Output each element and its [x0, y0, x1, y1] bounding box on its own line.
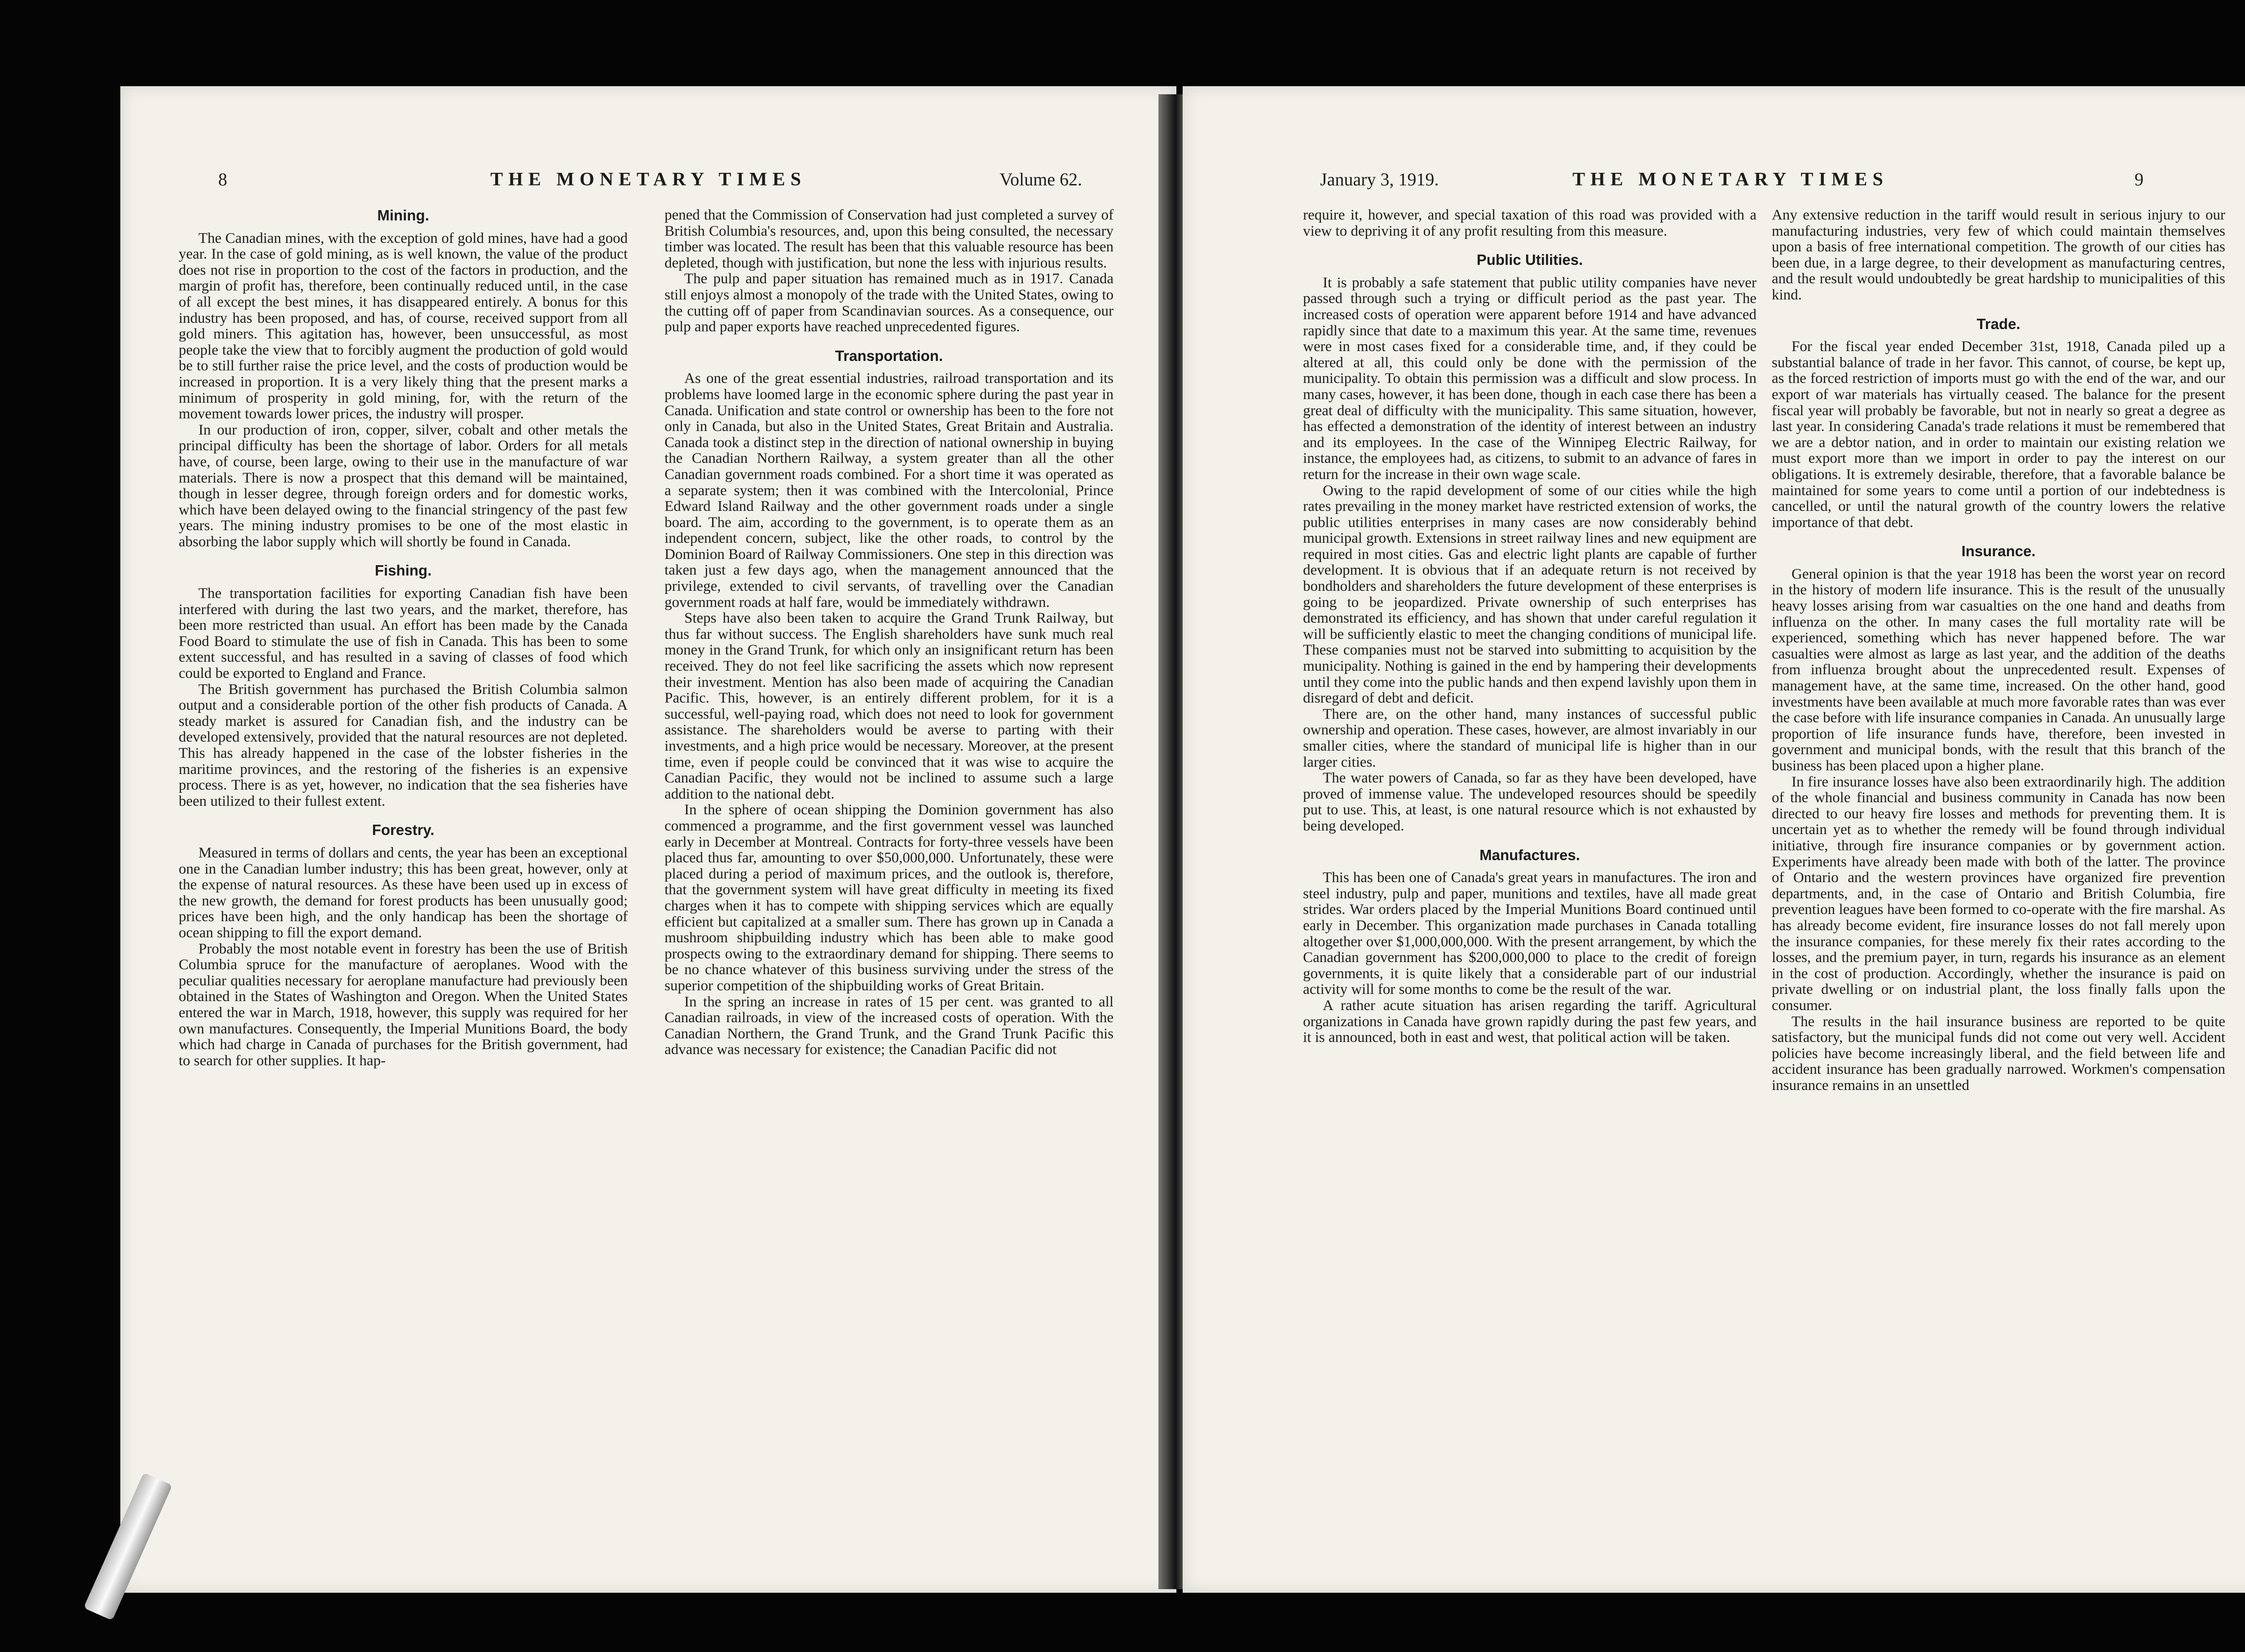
article-paragraph: Probably the most notable event in forestry has been the use of British Columbia spruce for the manufacture of aeroplanes. Wood with the peculiar qualities necessary for aeroplane manufacture had previously been obtained in the States of Washington and Oregon. When the United States entered the war in March, 1918, however, this supply was required for her own manufactures. Consequently, the Imperial Munitions Board, the body which had charge in Canada of purchases for the British government, had to search for other supplies. It hap-: [179, 940, 628, 1069]
article-paragraph: This has been one of Canada's great years in manufactures. The iron and steel industry, pulp and paper, munitions and textiles, have all made great strides. War orders placed by the Imperial Munitions Board continued until early in December. This organization made purchases in Canada totalling altogether over $1,000,000,000. With the present arrangement, by which the Canadian government has $200,000,000 to place to the credit of foreign governments, it is quite likely that a considerable part of our industrial activity will for some months to come be the result of the war.: [1303, 870, 1756, 998]
section-heading: Transportation.: [835, 347, 943, 364]
article-paragraph: Measured in terms of dollars and cents, the year has been an exceptional one in the Canadian lumber industry; this has been great, however, only at the expense of natural resources. As these have been used up in excess of the new growth, the demand for forest products has been unusually good; prices have been high, and the only handicap has been the shortage of ocean shipping to fill the export demand.: [179, 844, 628, 941]
section-heading: Trade.: [1976, 315, 2020, 332]
article-paragraph: General opinion is that the year 1918 has been the worst year on record in the history of modern life insurance. This is the result of the unusually heavy losses arising from war casualties on the one hand and deaths from influenza on the other. In many cases the full mortality rate will be experienced, something which has never happened before. The war casualties were almost as large as last year, and the addition of the deaths from influenza brought about the unprecedented result. Expenses of management have, at the same time, increased. On the other hand, good investments have been available at much more favorable rates than was ever the case before with life insurance companies in Canada. An unusually large proportion of life insurance funds have, therefore, been invested in government and municipal bonds, with the result that this branch of the business has been placed upon a higher plane.: [1772, 566, 2225, 774]
article-paragraph: require it, however, and special taxation of this road was provided with a view to depriving it of any profit resulting from this measure.: [1303, 207, 1756, 239]
page-number: 9: [2135, 169, 2144, 189]
article-paragraph: Owing to the rapid development of some of our cities while the high rates prevailing in the money market have restricted extension of works, the public utilities enterprises in many cases are now considerably behind municipal growth. Extensions in street railway lines and new equipment are required in most cities. Gas and electric light plants are capable of further development. It is obvious that if an adequate return is not received by bondholders and shareholders the future development of these enterprises is going to be jeopardized. Private ownership of such enterprises has demonstrated its efficiency, and has shown that under careful regulation it will be sufficiently elastic to meet the changing conditions of municipal life. These companies must not be starved into submitting to acquisition by the municipality. Nothing is gained in the end by hampering their developments until they come into the public hands and then expend lavishly upon them in disregard of debt and deficit.: [1303, 482, 1756, 707]
article-paragraph: In our production of iron, copper, silver, cobalt and other metals the principal difficulty has been the shortage of labor. Orders for all metals have, of course, been large, owing to their use in the manufacture of war materials. There is now a prospect that this demand will be maintained, though in lesser degree, through foreign orders and for domestic works, which have been delayed owing to the financial stringency of the past few years. The mining industry promises to be one of the most elastic in absorbing the labor supply which will shortly be found in Canada.: [179, 422, 628, 550]
left-column-2: [665, 207, 1114, 1593]
section-heading: Fishing.: [374, 562, 432, 579]
article-paragraph: There are, on the other hand, many instances of successful public ownership and operation. These cases, however, are almost invariably in our smaller cities, where the standard of municipal life is higher than in our larger cities.: [1303, 706, 1756, 770]
right-page: [1183, 86, 2245, 1593]
article-paragraph: The pulp and paper situation has remained much as in 1917. Canada still enjoys almost a monopoly of the trade with the United States, owing to the cutting off of paper from Scandinavian sources. As a consequence, our pulp and paper exports have reached unprecedented figures.: [665, 271, 1114, 335]
article-paragraph: For the fiscal year ended December 31st, 1918, Canada piled up a substantial balance of trade in her favor. This cannot, of course, be kept up, as the forced restriction of imports must go with the end of the war, and our export of war materials has virtually ceased. The balance for the present fiscal year will probably be favorable, but not in nearly so great a degree as last year. In considering Canada's trade relations it must be remembered that we are a debtor nation, and in order to maintain our existing relation we must export more than we import in order to pay the interest on our obligations. It is extremely desirable, therefore, that a favorable balance be maintained for some years to come until a portion of our indebtedness is cancelled, or until the natural growth of the country lowers the relative importance of that debt.: [1772, 338, 2225, 531]
publication-title: THE MONETARY TIMES: [1572, 169, 1888, 190]
page-number: 8: [218, 169, 227, 189]
article-paragraph: As one of the great essential industries, railroad transportation and its problems have loomed large in the economic sphere during the past year in Canada. Unification and state control or ownership has been to the fore not only in Canada, but also in the United States, Great Britain and Australia. Canada took a distinct step in the direction of national ownership in buying the Canadian Northern Railway, a system greater than all the other Canadian government roads combined. For a short time it was operated as a separate system; then it was combined with the Intercolonial, Prince Edward Island Railway and the other government roads under a single board. The aim, according to the government, is to operate them as an independent concern, subject, like the other roads, to control by the Dominion Board of Railway Commissioners. One step in this direction was taken just a few days ago, when the management announced that the privilege, extended to civil servants, of travelling over the Canadian government roads at half fare, would be immediately withdrawn.: [665, 370, 1114, 611]
article-paragraph: The Canadian mines, with the exception of gold mines, have had a good year. In the case of gold mining, as is well known, the value of the product does not rise in proportion to the cost of the factors in production, and the margin of profit has, therefore, been continually reduced until, in the case of all except the best mines, it has disappeared entirely. A bonus for this industry has been proposed, and has, of course, received support from all gold miners. This agitation has, however, been unsuccessful, as most people take the view that to forcibly augment the production of gold would be to still further raise the price level, and the costs of production would be increased in proportion. It is a very likely thing that the present marks a minimum of prosperity in gold mining, for, with the return of the movement towards lower prices, the industry will prosper.: [179, 230, 628, 422]
left-page: [120, 86, 1176, 1593]
article-paragraph: In the spring an increase in rates of 15 per cent. was granted to all Canadian railroads, in view of the increased costs of operation. With the Canadian Northern, the Grand Trunk, and the Grand Trunk Pacific this advance was necessary for existence; the Canadian Pacific did not: [665, 993, 1114, 1058]
section-heading: Forestry.: [372, 822, 435, 839]
article-paragraph: The transportation facilities for exporting Canadian fish have been interfered with during the last two years, and the market, therefore, has been more restricted than usual. An effort has been made by the Canada Food Board to stimulate the use of fish in Canada. This has been to some extent successful, and has resulted in a saving of classes of food which could be exported to England and France.: [179, 585, 628, 682]
article-paragraph: pened that the Commission of Conservation had just completed a survey of British Columbia's resources, and, upon this being consulted, the necessary timber was located. The result has been that this valuable resource has been depleted, though with justification, but none the less with injurious results.: [665, 207, 1114, 271]
article-paragraph: The British government has purchased the British Columbia salmon output and a considerable portion of the other fish products of Canada. A steady market is assured for Canadian fish, and the industry can be developed extensively, provided that the natural resources are not depleted. This has already happened in the case of the lobster fisheries in the maritime provinces, and the restoring of the fisheries is an expensive process. There is as yet, however, no indication that the sea fisheries have been utilized to their fullest extent.: [179, 681, 628, 809]
article-paragraph: A rather acute situation has arisen regarding the tariff. Agricultural organizations in Canada have grown rapidly during the past few years, and it is announced, both in east and west, that political action will be taken.: [1303, 997, 1756, 1046]
section-heading: Public Utilities.: [1476, 251, 1583, 268]
section-heading: Manufactures.: [1479, 846, 1580, 863]
right-column-1: [1303, 207, 1756, 1593]
section-heading: Insurance.: [1961, 543, 2036, 560]
section-heading: Mining.: [377, 207, 429, 224]
article-paragraph: In fire insurance losses have also been extraordinarily high. The addition of the whole financial and business community in Canada has now been directed to our heavy fire losses and methods for preventing them. It is uncertain yet as to whether the remedy will be found through individual initiative, through fire insurance companies or by government action. Experiments have already been made with both of the latter. The province of Ontario and the western provinces have organized fire prevention departments, and, in the case of Ontario and British Columbia, fire prevention leagues have been formed to co-operate with the fire marshal. As has already become evident, fire insurance losses do not fall merely upon the insurance companies, for these merely fix their rates according to the losses, and the premium payer, in turn, regards his insurance as an element in the cost of production. Accordingly, whether the insurance is paid on private dwelling or on industrial plant, the loss finally falls upon the consumer.: [1772, 773, 2225, 1014]
publication-title: THE MONETARY TIMES: [490, 169, 806, 190]
left-column-1: [179, 207, 628, 1593]
article-paragraph: Any extensive reduction in the tariff would result in serious injury to our manufacturing industries, very few of which could maintain themselves upon a basis of free international competition. The growth of our cities has been due, in a large degree, to their development as manufacturing centres, and the result would undoubtedly be great hardship to municipalities of this kind.: [1772, 207, 2225, 303]
article-paragraph: Steps have also been taken to acquire the Grand Trunk Railway, but thus far without success. The English shareholders have sunk much real money in the Grand Trunk, for which only an insignificant return has been received. They do not feel like sacrificing the assets which now represent their investment. Mention has also been made of acquiring the Canadian Pacific. This, however, is an entirely different problem, for it is a successful, well-paying road, which does not need to look for government assistance. The shareholders would be averse to parting with their investments, and a high price would be necessary. Moreover, at the present time, even if people could be convinced that it was wise to acquire the Canadian Pacific, they would not be inclined to assume such a large addition to the national debt.: [665, 610, 1114, 802]
article-paragraph: It is probably a safe statement that public utility companies have never passed through such a trying or difficult period as the past year. The increased costs of operation were apparent before 1914 and have advanced rapidly since that date to a maximum this year. At the same time, revenues were in most cases fixed for a considerable time, and, if they could be altered at all, this could only be done with the permission of the municipality. To obtain this permission was a difficult and slow process. In many cases, however, it has been done, though in each case there has been a great deal of difficulty with the municipality. This same situation, however, has effected a demonstration of the identity of interest between an industry and its employees. In the case of the Winnipeg Electric Railway, for instance, the employees had, as citizens, to submit to an advance of fares in return for the increase in their own wage scale.: [1303, 274, 1756, 483]
volume-label: Volume 62.: [999, 169, 1082, 189]
article-paragraph: The results in the hail insurance business are reported to be quite satisfactory, but the municipal funds did not come out very well. Accident policies have become increasingly liberal, and the field between life and accident insurance has been gradually narrowed. Workmen's compensation insurance remains in an unsettled: [1772, 1013, 2225, 1094]
issue-date: January 3, 1919.: [1320, 169, 1439, 189]
article-paragraph: The water powers of Canada, so far as they have been developed, have proved of immense value. The undeveloped resources should be speedily put to use. This, at least, is one natural resource which is not exhausted by being developed.: [1303, 770, 1756, 834]
right-column-2: [1772, 207, 2225, 1593]
right-page-header: [1183, 169, 2245, 196]
left-page-header: [120, 169, 1176, 196]
article-paragraph: In the sphere of ocean shipping the Dominion government has also commenced a programme, and the first government vessel was launched early in December at Montreal. Contracts for forty-three vessels have been placed thus far, amounting to over $50,000,000. Unfortunately, these were placed during a period of maximum prices, and the outlook is, therefore, that the government system will have great difficulty in meeting its fixed charges when it has to compete with shipping services which are equally efficient but capitalized at a smaller sum. There has grown up in Canada a mushroom shipbuilding industry which has been able to make good prospects owing to the extraordinary demand for shipping. There seems to be no chance whatever of this business surviving under the stress of the superior competition of the shipbuilding works of Great Britain.: [665, 802, 1114, 994]
